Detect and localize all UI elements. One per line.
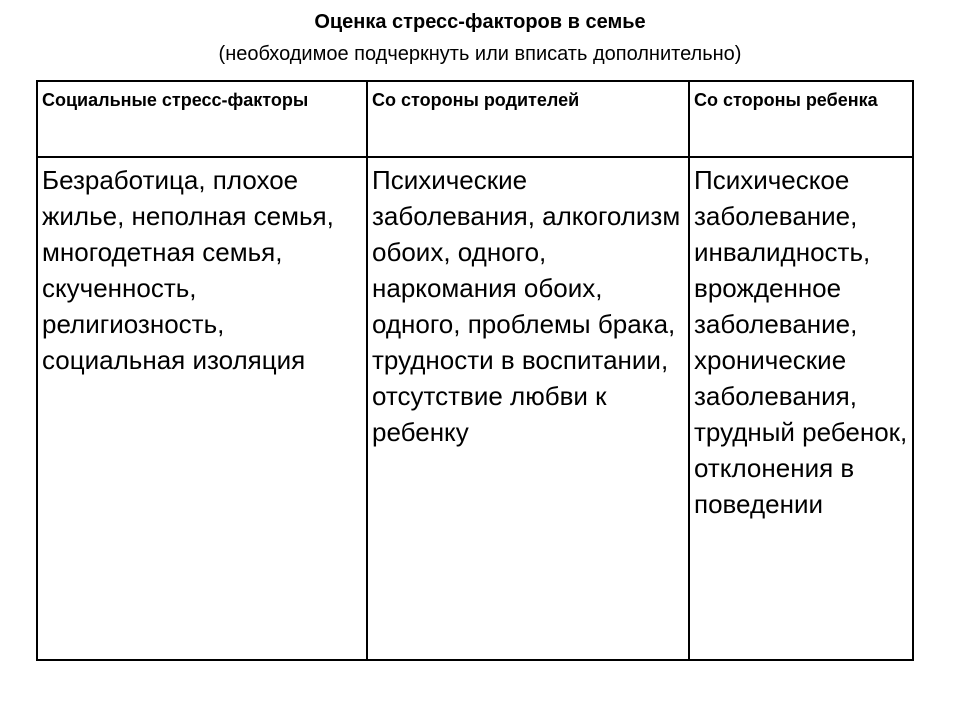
cell-parent-factors: Психические заболевания, алкоголизм обоих, одного, наркомания обоих, одного, проблемы брака, трудности в воспитании, отсутствие любви к ребенку — [367, 157, 689, 660]
column-header-child: Со стороны ребенка — [689, 81, 913, 157]
table-header-row — [37, 81, 913, 157]
page-title: Оценка стресс-факторов в семье — [314, 11, 646, 33]
cell-child-factors: Психическое заболевание, инвалидность, врожденное заболевание, хронические заболевания, трудный ребенок, отклонения в поведении — [689, 157, 913, 660]
cell-social-factors: Безработица, плохое жилье, неполная семья, многодетная семья, скученность, религиозность, социальная изоляция — [37, 157, 367, 660]
stress-factors-table — [36, 80, 914, 661]
column-header-social: Социальные стресс-факторы — [37, 81, 367, 157]
page-subtitle: (необходимое подчеркнуть или вписать дополнительно) — [218, 43, 742, 65]
column-header-parents: Со стороны родителей — [367, 81, 689, 157]
table-row — [37, 157, 913, 660]
